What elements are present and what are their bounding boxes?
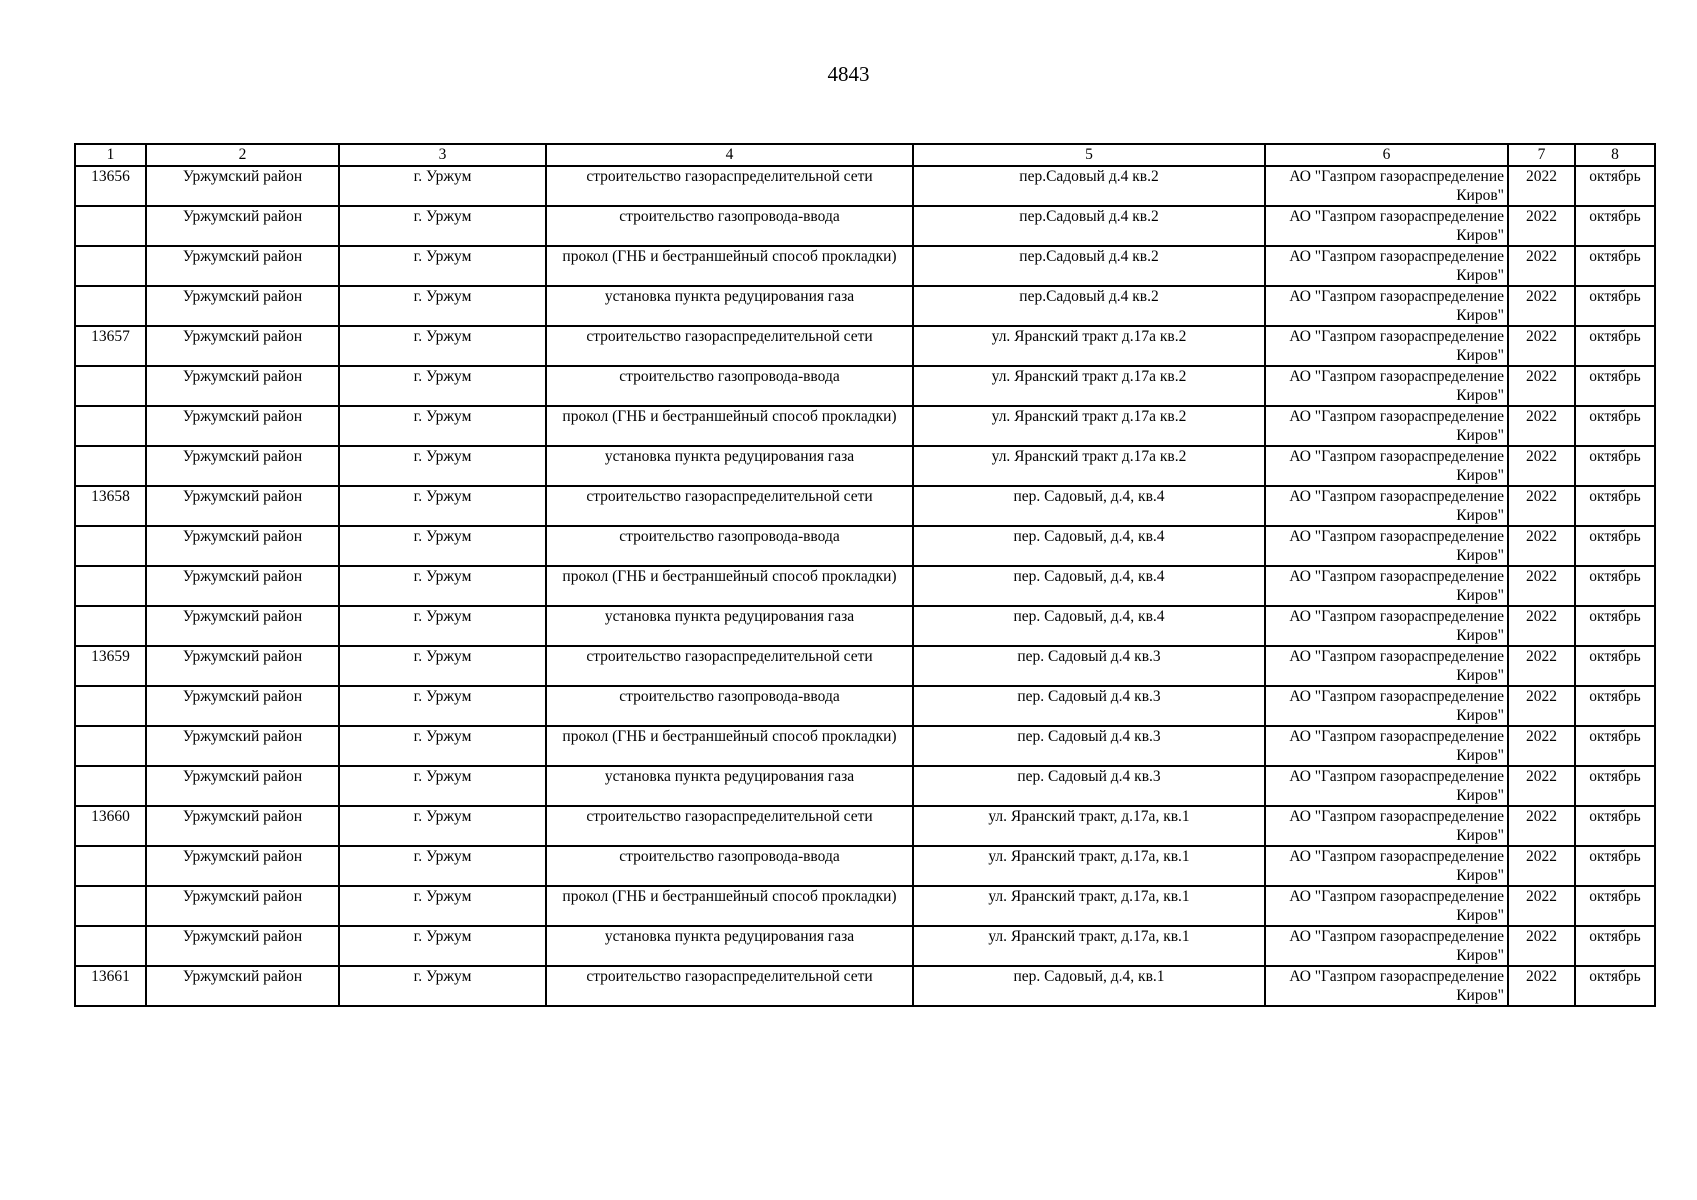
table-cell-col-8: октябрь [1575, 326, 1655, 366]
table-cell-col-7: 2022 [1508, 806, 1575, 846]
table-row [75, 366, 1655, 406]
table-cell-col-4: строительство газораспределительной сети [546, 806, 913, 846]
table-cell-col-5: пер.Садовый д.4 кв.2 [913, 286, 1265, 326]
table-cell-col-1 [75, 846, 146, 886]
table-cell-col-7: 2022 [1508, 766, 1575, 806]
table-cell-col-5: пер. Садовый, д.4, кв.4 [913, 566, 1265, 606]
table-cell-col-8: октябрь [1575, 646, 1655, 686]
table-cell-col-6: АО "Газпром газораспределение Киров" [1265, 646, 1508, 686]
table-cell-col-5: пер.Садовый д.4 кв.2 [913, 206, 1265, 246]
table-cell-col-2: Уржумский район [146, 246, 339, 286]
table-row [75, 886, 1655, 926]
table-row [75, 766, 1655, 806]
table-cell-col-3: г. Уржум [339, 166, 546, 206]
table-cell-col-5: пер. Садовый, д.4, кв.4 [913, 486, 1265, 526]
column-header-2: 2 [146, 144, 339, 166]
table-cell-col-3: г. Уржум [339, 886, 546, 926]
table-cell-col-2: Уржумский район [146, 526, 339, 566]
table-cell-col-5: пер. Садовый, д.4, кв.4 [913, 606, 1265, 646]
table-cell-col-8: октябрь [1575, 686, 1655, 726]
table-cell-col-5: ул. Яранский тракт, д.17а, кв.1 [913, 806, 1265, 846]
table-cell-col-5: пер.Садовый д.4 кв.2 [913, 166, 1265, 206]
table-cell-col-5: ул. Яранский тракт д.17а кв.2 [913, 446, 1265, 486]
table-cell-col-7: 2022 [1508, 166, 1575, 206]
table-cell-col-2: Уржумский район [146, 166, 339, 206]
table-cell-col-4: прокол (ГНБ и бестраншейный способ прокладки) [546, 246, 913, 286]
table-cell-col-7: 2022 [1508, 366, 1575, 406]
table-cell-col-1 [75, 886, 146, 926]
table-cell-col-7: 2022 [1508, 726, 1575, 766]
column-header-4: 4 [546, 144, 913, 166]
table-row [75, 566, 1655, 606]
table-cell-col-3: г. Уржум [339, 606, 546, 646]
column-header-5: 5 [913, 144, 1265, 166]
table-cell-col-2: Уржумский район [146, 766, 339, 806]
table-body [75, 166, 1655, 1006]
table-cell-col-8: октябрь [1575, 926, 1655, 966]
table-cell-col-1 [75, 446, 146, 486]
table-row [75, 246, 1655, 286]
table-cell-col-1 [75, 406, 146, 446]
table-cell-col-1: 13661 [75, 966, 146, 1006]
table-row [75, 966, 1655, 1006]
table-row [75, 686, 1655, 726]
table-cell-col-8: октябрь [1575, 166, 1655, 206]
table-cell-col-7: 2022 [1508, 926, 1575, 966]
table-row [75, 406, 1655, 446]
table-cell-col-8: октябрь [1575, 246, 1655, 286]
table-row [75, 726, 1655, 766]
table-cell-col-3: г. Уржум [339, 846, 546, 886]
table-cell-col-4: прокол (ГНБ и бестраншейный способ прокладки) [546, 726, 913, 766]
table-row [75, 646, 1655, 686]
table-cell-col-2: Уржумский район [146, 326, 339, 366]
table-cell-col-2: Уржумский район [146, 446, 339, 486]
table-cell-col-3: г. Уржум [339, 566, 546, 606]
table-cell-col-3: г. Уржум [339, 926, 546, 966]
table-cell-col-4: строительство газопровода-ввода [546, 686, 913, 726]
table-row [75, 486, 1655, 526]
table-cell-col-7: 2022 [1508, 846, 1575, 886]
table-cell-col-2: Уржумский район [146, 606, 339, 646]
table-cell-col-6: АО "Газпром газораспределение Киров" [1265, 486, 1508, 526]
table-row [75, 166, 1655, 206]
table-cell-col-2: Уржумский район [146, 486, 339, 526]
table-cell-col-6: АО "Газпром газораспределение Киров" [1265, 206, 1508, 246]
table-cell-col-4: строительство газораспределительной сети [546, 966, 913, 1006]
table-cell-col-3: г. Уржум [339, 406, 546, 446]
table-cell-col-8: октябрь [1575, 366, 1655, 406]
page-number: 4843 [827, 62, 870, 86]
table-cell-col-3: г. Уржум [339, 486, 546, 526]
table-cell-col-3: г. Уржум [339, 806, 546, 846]
table-cell-col-3: г. Уржум [339, 446, 546, 486]
table-cell-col-8: октябрь [1575, 526, 1655, 566]
table-cell-col-2: Уржумский район [146, 886, 339, 926]
table-cell-col-1 [75, 606, 146, 646]
table-cell-col-6: АО "Газпром газораспределение Киров" [1265, 526, 1508, 566]
table-cell-col-4: установка пункта редуцирования газа [546, 606, 913, 646]
table-cell-col-1 [75, 206, 146, 246]
table-cell-col-1 [75, 526, 146, 566]
table-cell-col-4: строительство газораспределительной сети [546, 646, 913, 686]
table-cell-col-4: строительство газопровода-ввода [546, 206, 913, 246]
table-cell-col-1: 13657 [75, 326, 146, 366]
table-cell-col-3: г. Уржум [339, 526, 546, 566]
table-cell-col-4: прокол (ГНБ и бестраншейный способ прокладки) [546, 886, 913, 926]
table-cell-col-2: Уржумский район [146, 686, 339, 726]
table-cell-col-8: октябрь [1575, 286, 1655, 326]
table-cell-col-5: ул. Яранский тракт д.17а кв.2 [913, 366, 1265, 406]
table-cell-col-7: 2022 [1508, 526, 1575, 566]
table-cell-col-5: пер. Садовый д.4 кв.3 [913, 686, 1265, 726]
table-cell-col-6: АО "Газпром газораспределение Киров" [1265, 726, 1508, 766]
table-header [75, 144, 1655, 166]
table-cell-col-8: октябрь [1575, 766, 1655, 806]
table-cell-col-6: АО "Газпром газораспределение Киров" [1265, 886, 1508, 926]
table-cell-col-2: Уржумский район [146, 566, 339, 606]
table-cell-col-5: ул. Яранский тракт д.17а кв.2 [913, 406, 1265, 446]
table-cell-col-6: АО "Газпром газораспределение Киров" [1265, 846, 1508, 886]
table-cell-col-2: Уржумский район [146, 406, 339, 446]
table-cell-col-7: 2022 [1508, 886, 1575, 926]
table-cell-col-4: строительство газопровода-ввода [546, 846, 913, 886]
table-cell-col-4: прокол (ГНБ и бестраншейный способ прокладки) [546, 566, 913, 606]
table-cell-col-6: АО "Газпром газораспределение Киров" [1265, 606, 1508, 646]
table-cell-col-5: пер.Садовый д.4 кв.2 [913, 246, 1265, 286]
table-cell-col-7: 2022 [1508, 406, 1575, 446]
table-cell-col-5: пер. Садовый д.4 кв.3 [913, 646, 1265, 686]
table-cell-col-2: Уржумский район [146, 286, 339, 326]
table-cell-col-8: октябрь [1575, 806, 1655, 846]
table-cell-col-6: АО "Газпром газораспределение Киров" [1265, 566, 1508, 606]
table-cell-col-6: АО "Газпром газораспределение Киров" [1265, 366, 1508, 406]
table-cell-col-4: установка пункта редуцирования газа [546, 926, 913, 966]
table-cell-col-1 [75, 686, 146, 726]
table-cell-col-3: г. Уржум [339, 966, 546, 1006]
gasification-table [74, 143, 1656, 1007]
table-cell-col-4: строительство газораспределительной сети [546, 326, 913, 366]
table-row [75, 926, 1655, 966]
table-cell-col-1 [75, 366, 146, 406]
table-cell-col-4: строительство газораспределительной сети [546, 166, 913, 206]
header-row [75, 144, 1655, 166]
table-cell-col-6: АО "Газпром газораспределение Киров" [1265, 966, 1508, 1006]
table-cell-col-1: 13658 [75, 486, 146, 526]
table-cell-col-6: АО "Газпром газораспределение Киров" [1265, 406, 1508, 446]
column-header-3: 3 [339, 144, 546, 166]
table-cell-col-7: 2022 [1508, 486, 1575, 526]
table-cell-col-4: установка пункта редуцирования газа [546, 286, 913, 326]
table-cell-col-6: АО "Газпром газораспределение Киров" [1265, 926, 1508, 966]
table-cell-col-4: строительство газопровода-ввода [546, 526, 913, 566]
table-cell-col-7: 2022 [1508, 606, 1575, 646]
column-header-7: 7 [1508, 144, 1575, 166]
table-cell-col-8: октябрь [1575, 566, 1655, 606]
table-cell-col-6: АО "Газпром газораспределение Киров" [1265, 286, 1508, 326]
column-header-6: 6 [1265, 144, 1508, 166]
table-cell-col-1 [75, 246, 146, 286]
table-cell-col-5: пер. Садовый д.4 кв.3 [913, 766, 1265, 806]
table-cell-col-7: 2022 [1508, 966, 1575, 1006]
table-cell-col-8: октябрь [1575, 726, 1655, 766]
table-cell-col-5: пер. Садовый д.4 кв.3 [913, 726, 1265, 766]
table-row [75, 846, 1655, 886]
table-row [75, 606, 1655, 646]
table-cell-col-5: ул. Яранский тракт д.17а кв.2 [913, 326, 1265, 366]
table-cell-col-2: Уржумский район [146, 366, 339, 406]
table-cell-col-8: октябрь [1575, 446, 1655, 486]
table-row [75, 326, 1655, 366]
table-cell-col-1: 13656 [75, 166, 146, 206]
table-cell-col-7: 2022 [1508, 286, 1575, 326]
column-header-1: 1 [75, 144, 146, 166]
table-cell-col-4: строительство газопровода-ввода [546, 366, 913, 406]
table-cell-col-6: АО "Газпром газораспределение Киров" [1265, 166, 1508, 206]
table-cell-col-6: АО "Газпром газораспределение Киров" [1265, 246, 1508, 286]
table-cell-col-3: г. Уржум [339, 246, 546, 286]
table-row [75, 446, 1655, 486]
table-row [75, 286, 1655, 326]
table-cell-col-3: г. Уржум [339, 326, 546, 366]
column-header-8: 8 [1575, 144, 1655, 166]
table-cell-col-6: АО "Газпром газораспределение Киров" [1265, 326, 1508, 366]
table-cell-col-8: октябрь [1575, 886, 1655, 926]
table-cell-col-3: г. Уржум [339, 646, 546, 686]
table-cell-col-2: Уржумский район [146, 846, 339, 886]
table-cell-col-3: г. Уржум [339, 206, 546, 246]
table-cell-col-7: 2022 [1508, 206, 1575, 246]
table-cell-col-8: октябрь [1575, 406, 1655, 446]
table-cell-col-5: пер. Садовый, д.4, кв.4 [913, 526, 1265, 566]
table-cell-col-3: г. Уржум [339, 366, 546, 406]
table-cell-col-8: октябрь [1575, 486, 1655, 526]
table-cell-col-7: 2022 [1508, 446, 1575, 486]
table-cell-col-5: пер. Садовый, д.4, кв.1 [913, 966, 1265, 1006]
table-cell-col-3: г. Уржум [339, 686, 546, 726]
table-cell-col-3: г. Уржум [339, 766, 546, 806]
table-cell-col-7: 2022 [1508, 566, 1575, 606]
table-cell-col-5: ул. Яранский тракт, д.17а, кв.1 [913, 846, 1265, 886]
table-cell-col-8: октябрь [1575, 966, 1655, 1006]
table-cell-col-8: октябрь [1575, 606, 1655, 646]
table-cell-col-3: г. Уржум [339, 286, 546, 326]
table-cell-col-1 [75, 286, 146, 326]
table-cell-col-2: Уржумский район [146, 926, 339, 966]
table-cell-col-6: АО "Газпром газораспределение Киров" [1265, 806, 1508, 846]
table-cell-col-7: 2022 [1508, 246, 1575, 286]
table-cell-col-4: установка пункта редуцирования газа [546, 766, 913, 806]
table-cell-col-6: АО "Газпром газораспределение Киров" [1265, 446, 1508, 486]
table-cell-col-7: 2022 [1508, 646, 1575, 686]
table-cell-col-8: октябрь [1575, 206, 1655, 246]
table-cell-col-4: строительство газораспределительной сети [546, 486, 913, 526]
table-cell-col-2: Уржумский район [146, 646, 339, 686]
table-row [75, 526, 1655, 566]
table-cell-col-1 [75, 566, 146, 606]
table-row [75, 806, 1655, 846]
table-cell-col-1 [75, 766, 146, 806]
table-cell-col-2: Уржумский район [146, 806, 339, 846]
table-cell-col-6: АО "Газпром газораспределение Киров" [1265, 766, 1508, 806]
table-cell-col-1 [75, 726, 146, 766]
table-cell-col-2: Уржумский район [146, 726, 339, 766]
table-cell-col-1 [75, 926, 146, 966]
table-cell-col-2: Уржумский район [146, 206, 339, 246]
table-cell-col-6: АО "Газпром газораспределение Киров" [1265, 686, 1508, 726]
table-cell-col-4: прокол (ГНБ и бестраншейный способ прокладки) [546, 406, 913, 446]
table-cell-col-2: Уржумский район [146, 966, 339, 1006]
table-cell-col-4: установка пункта редуцирования газа [546, 446, 913, 486]
table-cell-col-7: 2022 [1508, 326, 1575, 366]
table-row [75, 206, 1655, 246]
table-cell-col-8: октябрь [1575, 846, 1655, 886]
table-cell-col-5: ул. Яранский тракт, д.17а, кв.1 [913, 886, 1265, 926]
table-cell-col-5: ул. Яранский тракт, д.17а, кв.1 [913, 926, 1265, 966]
table-cell-col-3: г. Уржум [339, 726, 546, 766]
table-cell-col-1: 13659 [75, 646, 146, 686]
table-cell-col-1: 13660 [75, 806, 146, 846]
table-cell-col-7: 2022 [1508, 686, 1575, 726]
